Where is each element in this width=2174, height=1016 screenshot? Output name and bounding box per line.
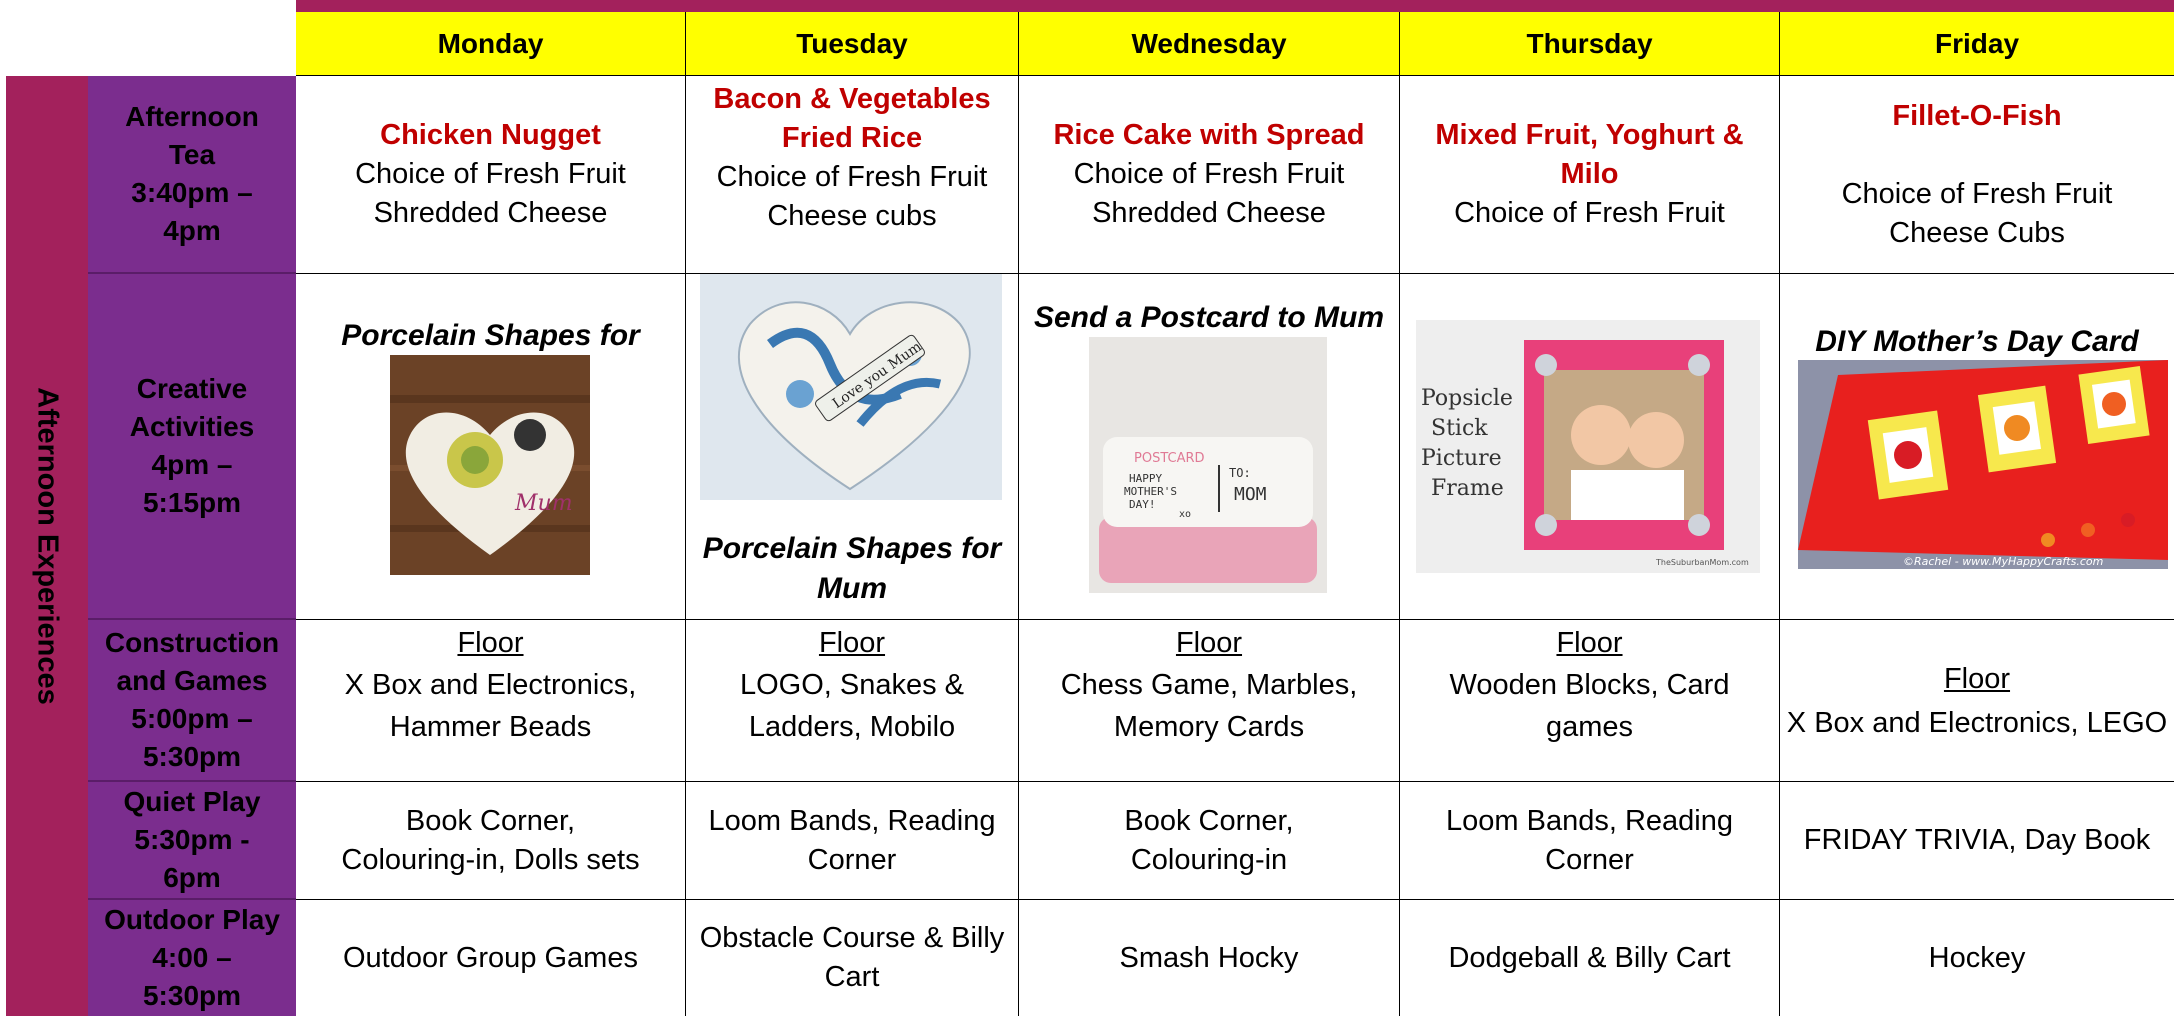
- header-friday: [1780, 12, 2174, 76]
- header-thursday: [1400, 12, 1780, 76]
- activity-text: Loom Bands, Reading: [708, 804, 996, 837]
- activity-title: Send a Postcard to Mum: [1033, 301, 1385, 334]
- category-text: 5:30pm -: [134, 824, 250, 855]
- food-item: Chicken Nugget: [380, 119, 601, 151]
- category-text: and Games: [116, 665, 268, 696]
- category-text: Afternoon: [125, 101, 259, 132]
- activity-text: X Box and Electronics,: [344, 669, 637, 701]
- image-caption: Picture: [1421, 446, 1502, 471]
- floor-heading: Floor: [1175, 627, 1243, 659]
- food-item: Rice Cake with Spread: [1053, 119, 1365, 151]
- activity-title: Mum: [817, 572, 887, 605]
- outdoor-wednesday: [1019, 900, 1400, 1016]
- activity-text: games: [1545, 711, 1634, 743]
- tea-text: Choice of Fresh Fruit: [1841, 177, 2113, 210]
- image-caption: MOM: [1234, 484, 1267, 505]
- food-item: Mixed Fruit, Yoghurt &: [1435, 119, 1744, 151]
- category-text: 4:00 –: [152, 942, 232, 973]
- activity-text: Dodgeball & Billy Cart: [1448, 941, 1731, 974]
- tea-text: Choice of Fresh Fruit: [716, 161, 988, 193]
- activity-text: Corner: [1545, 843, 1634, 876]
- category-outdoor-play: [88, 900, 296, 1016]
- tea-friday: [1780, 76, 2174, 274]
- image-caption: POSTCARD: [1134, 451, 1205, 466]
- tea-text: Cheese Cubs: [1889, 216, 2065, 249]
- category-text: 6pm: [163, 862, 221, 893]
- activity-text: Book Corner,: [405, 804, 576, 837]
- activity-text: Book Corner,: [1124, 804, 1294, 837]
- category-text: 4pm: [163, 215, 221, 246]
- image-caption: Popsicle: [1421, 386, 1513, 411]
- construction-monday: [296, 620, 686, 782]
- activity-text: Cart: [824, 961, 880, 993]
- tea-text: Choice of Fresh Fruit: [355, 158, 626, 190]
- day-label: Wednesday: [1131, 27, 1287, 59]
- tea-wednesday: [1019, 76, 1400, 274]
- image-caption: Frame: [1431, 476, 1504, 501]
- activity-text: Smash Hocky: [1119, 941, 1299, 974]
- activity-text: X Box and Electronics, LEGO: [1786, 706, 2168, 739]
- activity-text: Loom Bands, Reading: [1446, 804, 1733, 837]
- outdoor-tuesday: [686, 900, 1019, 1016]
- category-text: 5:15pm: [142, 487, 242, 518]
- tea-text: Cheese cubs: [767, 200, 937, 232]
- image-caption: TO:: [1229, 466, 1251, 480]
- image-caption: HAPPY: [1129, 472, 1163, 485]
- outdoor-friday: [1780, 900, 2174, 1016]
- tea-thursday: [1400, 76, 1780, 274]
- category-text: 4pm –: [151, 449, 233, 480]
- category-text: Quiet Play: [123, 786, 261, 817]
- image-caption: xo: [1179, 509, 1192, 520]
- outdoor-thursday: [1400, 900, 1780, 1016]
- category-text: 3:40pm –: [131, 177, 253, 208]
- category-text: Construction: [104, 627, 280, 658]
- category-creative-activities: [88, 274, 296, 620]
- activity-text: Hockey: [1928, 941, 2026, 974]
- porcelain-heart-image: [390, 355, 590, 575]
- activity-text: Wooden Blocks, Card: [1449, 669, 1730, 701]
- image-caption: Love you Mum: [829, 338, 925, 413]
- header-monday: [296, 12, 686, 76]
- floor-heading: Floor: [1943, 662, 2011, 695]
- construction-tuesday: [686, 620, 1019, 782]
- image-caption: MOTHER'S: [1124, 485, 1177, 498]
- activity-title: Porcelain Shapes for: [341, 319, 640, 352]
- activity-text: Outdoor Group Games: [343, 941, 638, 974]
- blue-heart-dish-image: [700, 274, 1002, 500]
- day-label: Monday: [437, 27, 544, 59]
- tea-tuesday: [686, 76, 1019, 274]
- image-caption: Mum: [515, 491, 573, 516]
- image-credit: TheSuburbanMom.com: [1656, 558, 1749, 567]
- activity-text: Hammer Beads: [389, 711, 592, 743]
- mothers-day-card-image: [1798, 360, 2168, 569]
- activity-text: LOGO, Snakes &: [739, 669, 965, 701]
- day-label: Thursday: [1526, 27, 1653, 59]
- activity-text: Colouring-in: [1130, 843, 1288, 876]
- category-text: 5:30pm: [142, 980, 242, 1011]
- construction-wednesday: [1019, 620, 1400, 782]
- side-label: Afternoon Experiences: [31, 387, 64, 705]
- tea-text: Choice of Fresh Fruit: [1073, 158, 1345, 190]
- category-afternoon-tea: [88, 76, 296, 274]
- day-label: Tuesday: [796, 27, 908, 59]
- image-caption: Stick: [1431, 416, 1488, 441]
- tea-monday: [296, 76, 686, 274]
- food-item: Fried Rice: [781, 122, 923, 154]
- activity-text: Obstacle Course & Billy: [699, 922, 1005, 954]
- quiet-tuesday: [686, 782, 1019, 900]
- tea-text: Shredded Cheese: [1092, 197, 1326, 229]
- food-item: Fillet-O-Fish: [1892, 99, 2062, 132]
- quiet-thursday: [1400, 782, 1780, 900]
- header-wednesday: [1019, 12, 1400, 76]
- category-text: 5:00pm –: [131, 703, 253, 734]
- activity-title: DIY Mother’s Day Card: [1815, 325, 2139, 358]
- floor-heading: Floor: [818, 627, 886, 659]
- construction-thursday: [1400, 620, 1780, 782]
- quiet-wednesday: [1019, 782, 1400, 900]
- activity-title: Porcelain Shapes for: [702, 532, 1002, 565]
- floor-heading: Floor: [457, 627, 524, 659]
- category-text: Activities: [129, 411, 255, 442]
- image-credit: ©Rachel - www.MyHappyCrafts.com: [1903, 555, 2104, 568]
- food-item: Bacon & Vegetables: [713, 83, 991, 115]
- floor-heading: Floor: [1556, 627, 1623, 659]
- category-text: Outdoor Play: [104, 904, 280, 935]
- activity-text: Ladders, Mobilo: [748, 711, 956, 743]
- header-tuesday: [686, 12, 1019, 76]
- popsicle-frame-image: [1416, 320, 1760, 573]
- tea-text: Choice of Fresh Fruit: [1454, 197, 1725, 229]
- tea-text: Shredded Cheese: [373, 197, 608, 229]
- category-text: Creative: [136, 373, 248, 404]
- category-construction: [88, 620, 296, 782]
- activity-text: Chess Game, Marbles,: [1060, 669, 1358, 701]
- quiet-monday: [296, 782, 686, 900]
- day-label: Friday: [1934, 27, 2020, 59]
- postcard-pillow-image: [1089, 337, 1327, 593]
- category-text: 5:30pm: [142, 741, 242, 772]
- image-caption: DAY!: [1129, 498, 1156, 511]
- quiet-friday: [1780, 782, 2174, 900]
- construction-friday: [1780, 620, 2174, 782]
- top-accent-bar: [296, 0, 2174, 12]
- activity-text: Memory Cards: [1113, 711, 1305, 743]
- activity-text: FRIDAY TRIVIA, Day Book: [1803, 824, 2151, 856]
- food-item: Milo: [1560, 158, 1619, 190]
- activity-text: Colouring-in, Dolls sets: [341, 843, 640, 876]
- activity-text: Corner: [807, 843, 897, 876]
- category-text: Tea: [168, 139, 216, 170]
- outdoor-monday: [296, 900, 686, 1016]
- category-quiet-play: [88, 782, 296, 900]
